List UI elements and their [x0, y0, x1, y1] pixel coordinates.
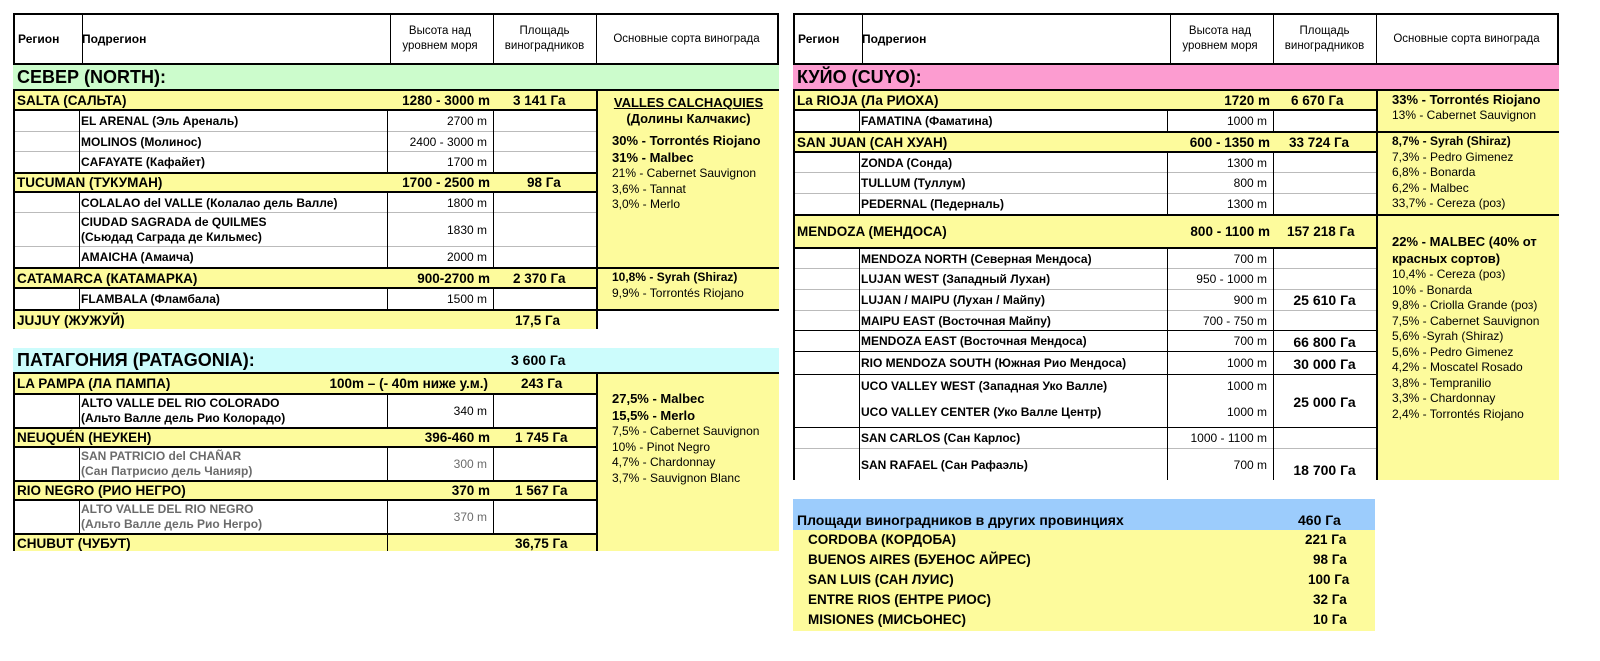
- subregion-row: ALTO VALLE DEL RIO COLORADO (Альто Валле дель Рио Колорадо) 340 m: [15, 395, 596, 427]
- province-row-tucuman: TUCUMAN (ТУКУМАН) 1700 - 2500 m 98 Га: [15, 172, 596, 193]
- province-row-rionegro: RIO NEGRO (РИО НЕГРО) 370 m 1 567 Га: [15, 480, 596, 501]
- cuyo-section-title: КУЙО (CUYO):: [793, 65, 1559, 89]
- header-area: Площадь виноградников: [1273, 15, 1377, 63]
- other-provinces-list: [793, 530, 1375, 631]
- province-row-neuquen: NEUQUÉN (НЕУКЕН) 396-460 m 1 745 Га: [15, 427, 596, 448]
- subregion-row: ZONDA (Сонда) 1300 m: [795, 153, 1376, 173]
- area-lujan-maipu: 25 610 Га: [1293, 292, 1356, 308]
- left-table-header: [13, 13, 779, 65]
- patagonia-section-title: ПАТАГОНИЯ (PATAGONIA): 3 600 Га: [13, 348, 779, 372]
- varieties-cell-sanjuan: 8,7% - Syrah (Shiraz) 7,3% - Pedro Gimenez 6,8% - Bonarda 6,2% - Malbec 33,7% - Cereza (роз): [1376, 133, 1559, 214]
- subregion-row: PEDERNAL (Педерналь) 1300 m: [795, 194, 1376, 214]
- area-uco-valley: 25 000 Га: [1293, 393, 1356, 410]
- subregion-row: UCO VALLEY WEST (Западная Уко Валле) 1000 m: [795, 375, 1376, 396]
- province-row-lapampa: LA PAMPA (ЛА ПАМПА) 100m – (- 40m ниже у.м.) 243 Га: [15, 374, 596, 395]
- subregion-row: CAFAYATE (Кафайет) 1700 m: [15, 152, 596, 172]
- area-rio-mendoza-south: 30 000 Га: [1293, 355, 1356, 372]
- area-mendoza-east: 66 800 Га: [1293, 333, 1356, 350]
- header-varieties: Основные сорта винограда: [1393, 32, 1540, 45]
- varieties-cell-patagonia: 27,5% - Malbec 15,5% - Merlo 7,5% - Cabernet Sauvignon 10% - Pinot Negro 4,7% - Chardonnay 3,7% - Sauvignon Blanc: [596, 374, 779, 551]
- subregion-row: AMAICHA (Амаича) 2000 m: [15, 247, 596, 267]
- list-item: MISIONES (МИСЬОНЕС) 10 Га: [808, 612, 1347, 627]
- list-item: ENTRE RIOS (ЕНТРЕ РИОС) 32 Га: [808, 592, 1347, 607]
- north-table: [13, 89, 779, 329]
- list-item: CORDOBA (КОРДОБА) 221 Га: [808, 532, 1347, 547]
- header-area: Площадь виноградников: [493, 15, 597, 63]
- header-region: Регион: [15, 15, 83, 63]
- subregion-row: RIO MENDOZA SOUTH (Южная Рио Мендоса) 1000 m: [795, 352, 1376, 375]
- varieties-cell-jujuy: [596, 309, 779, 329]
- province-row-salta: [15, 91, 596, 111]
- subregion-row: ALTO VALLE DEL RIO NEGRO (Альто Валле дель Рио Негро) 370 m: [15, 501, 596, 533]
- header-varieties: Основные сорта винограда: [613, 32, 760, 45]
- subregion-row: UCO VALLEY CENTER (Уко Валле Центр) 1000 m: [795, 396, 1376, 428]
- subregion-row: EL ARENAL (Эль Ареналь) 2700 m: [15, 111, 596, 132]
- subregion-row: CIUDAD SAGRADA de QUILMES (Сьюдад Саграда де Кильмес) 1830 m: [15, 213, 596, 247]
- subregion-row: MOLINOS (Молинос) 2400 - 3000 m: [15, 132, 596, 152]
- varieties-cell-salta-tucuman: VALLES CALCHAQUIES (Долины Калчакис) 30% - Torrontés Riojano 31% - Malbec 21% - Cabernet Sauvignon 3,6% - Tannat 3,0% - Merlo: [596, 91, 779, 267]
- list-item: SAN LUIS (САН ЛУИС) 100 Га: [808, 572, 1350, 587]
- province-row-mendoza: MENDOZA (МЕНДОСА) 800 - 1100 m 157 218 Га: [795, 214, 1559, 249]
- province-row-chubut: CHUBUT (ЧУБУТ) 36,75 Га: [15, 533, 596, 551]
- province-name: SALTA (САЛЬТА): [17, 92, 127, 108]
- header-altitude: Высота над уровнем моря: [1167, 15, 1274, 63]
- patagonia-total: 3 600 Га: [511, 352, 566, 368]
- subregion-row: SAN RAFAEL (Сан Рафаэль) 700 m: [795, 449, 1376, 480]
- cuyo-table: [793, 89, 1559, 480]
- area-san-rafael: 18 700 Га: [1293, 462, 1356, 478]
- header-subregion: Подрегион: [79, 15, 391, 63]
- subregion-row: FLAMBALA (Фламбала) 1500 m: [15, 289, 596, 309]
- header-altitude: Высота над уровнем моря: [387, 15, 494, 63]
- province-row-sanjuan: SAN JUAN (САН ХУАН) 600 - 1350 m 33 724 Га: [795, 131, 1559, 153]
- other-provinces-total: 460 Га: [1298, 512, 1341, 528]
- varieties-cell-catamarca: 10,8% - Syrah (Shiraz) 9,9% - Torrontés Riojano: [596, 269, 779, 309]
- subregion-row: LUJAN / MAIPU (Лухан / Майпу) 900 m: [795, 290, 1376, 311]
- north-section-title: СЕВЕР (NORTH):: [13, 65, 779, 89]
- right-table-header: [793, 13, 1559, 65]
- subregion-row: MENDOZA EAST (Восточная Мендоса) 700 m: [795, 331, 1376, 352]
- subregion-row: LUJAN WEST (Западный Лухан) 950 - 1000 m: [795, 269, 1376, 290]
- province-row-jujuy: JUJUY (ЖУЖУЙ) 17,5 Га: [15, 309, 596, 329]
- header-subregion: Подрегион: [859, 15, 1171, 63]
- subregion-row: COLALAO del VALLE (Колалао дель Валле) 1800 m: [15, 193, 596, 213]
- province-area: 3 141 Га: [513, 92, 566, 108]
- header-region: Регион: [795, 15, 863, 63]
- subregion-row: MAIPU EAST (Восточная Майпу) 700 - 750 m: [795, 311, 1376, 331]
- subregion-row: SAN CARLOS (Сан Карлос) 1000 - 1100 m: [795, 428, 1376, 449]
- other-provinces-title: Площади виноградников в других провинциях: [797, 512, 1124, 528]
- province-row-rioja: La RIOJA (Ла РИОХА) 1720 m 6 670 Га: [795, 91, 1376, 111]
- province-altitude: 1280 - 3000 m: [402, 92, 490, 108]
- subregion-row: TULLUM (Туллум) 800 m: [795, 173, 1376, 194]
- subregion-row: FAMATINA (Фаматина) 1000 m: [795, 111, 1376, 131]
- varieties-cell-mendoza: 22% - MALBEC (40% от красных сортов) 10,4% - Cereza (роз) 10% - Bonarda 9,8% - Criolla Grande (роз) 7,5% - Cabernet Sauvignon 5,6% -Syrah (Shiraz) 5,6% - Pedro Gimenez 4,2% - Moscatel Rosado 3,8% - Tempranilio 3,3% - Chardonnay 2,4% - Torrontés Riojano: [1376, 216, 1559, 480]
- patagonia-table: [13, 372, 779, 551]
- list-item: BUENOS AIRES (БУЕНОС АЙРЕС) 98 Га: [808, 552, 1347, 567]
- subregion-row: SAN PATRICIO del CHAÑAR (Сан Патрисио дель Чанияр) 300 m: [15, 448, 596, 480]
- other-provinces-header: [793, 499, 1375, 530]
- province-row-catamarca: CATAMARCA (КАТАМАРКА) 900-2700 m 2 370 Га: [15, 267, 779, 289]
- varieties-cell-rioja: 33% - Torrontés Riojano 13% - Cabernet Sauvignon: [1376, 91, 1559, 131]
- subregion-row: MENDOZA NORTH (Северная Мендоса) 700 m: [795, 249, 1376, 269]
